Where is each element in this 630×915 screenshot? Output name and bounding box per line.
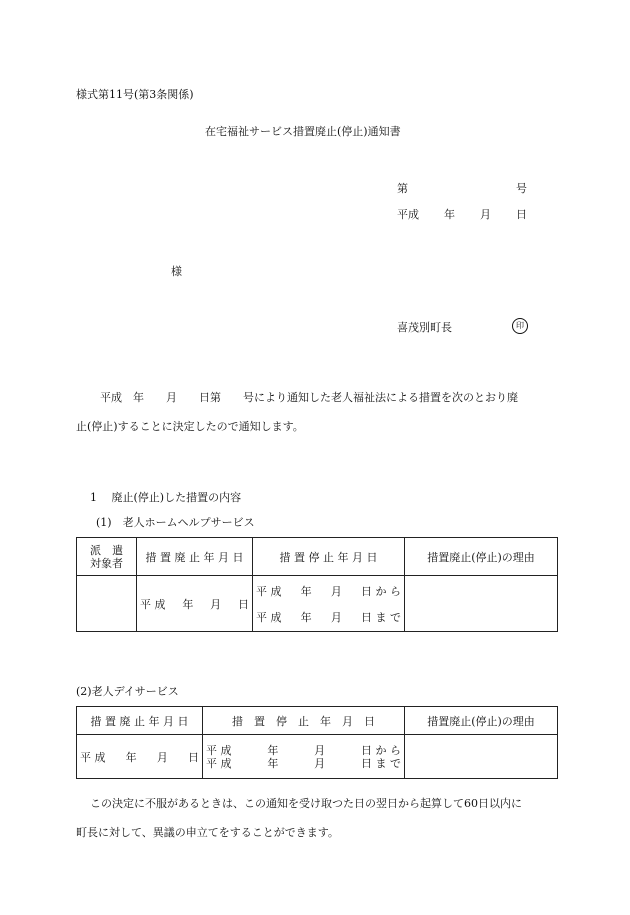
body-line-2: 止(停止)することに決定したので通知します。 bbox=[76, 420, 304, 433]
cell-reason bbox=[405, 576, 558, 632]
col-abolish-date: 措 置 廃 止 年 月 日 bbox=[137, 538, 253, 576]
cell-dispatch-target bbox=[77, 576, 137, 632]
footer-line-1: この決定に不服があるときは、この通知を受け取つた日の翌日から起算して60日以内に bbox=[90, 797, 522, 810]
cell-reason bbox=[405, 735, 558, 779]
doc-number-suffix: 号 bbox=[516, 182, 527, 195]
table-day-service bbox=[76, 706, 558, 779]
col-stop-date: 措 置 停 止 年 月 日 bbox=[203, 707, 405, 735]
col-reason: 措置廃止(停止)の理由 bbox=[405, 538, 558, 576]
footer-line-2: 町長に対して、異議の申立てをすることができます。 bbox=[76, 826, 339, 839]
form-number: 様式第11号(第3条関係) bbox=[76, 88, 194, 101]
doc-date-day: 日 bbox=[516, 208, 527, 221]
seal-mark bbox=[512, 318, 528, 334]
col-dispatch-target: 派 遣 対象者 bbox=[77, 538, 137, 576]
document-title: 在宅福祉サービス措置廃止(停止)通知書 bbox=[205, 125, 401, 138]
section1-heading: 1 廃止(停止)した措置の内容 bbox=[90, 491, 242, 504]
doc-date-month: 月 bbox=[480, 208, 491, 221]
col-reason: 措置廃止(停止)の理由 bbox=[405, 707, 558, 735]
doc-number-prefix: 第 bbox=[397, 182, 408, 195]
recipient-suffix: 様 bbox=[171, 265, 182, 278]
col-abolish-date: 措 置 廃 止 年 月 日 bbox=[77, 707, 203, 735]
table-home-help bbox=[76, 537, 558, 632]
section1-sub: (1) 老人ホームヘルプサービス bbox=[96, 516, 255, 529]
seal-icon: 印 bbox=[512, 318, 528, 334]
issuer-name: 喜茂別町長 bbox=[397, 321, 452, 334]
doc-date-era: 平成 bbox=[397, 208, 419, 221]
col-stop-date: 措 置 停 止 年 月 日 bbox=[253, 538, 405, 576]
document-number bbox=[397, 180, 527, 196]
cell-abolish-date: 平 成 年 月 日 bbox=[77, 735, 203, 779]
doc-date-year: 年 bbox=[444, 208, 455, 221]
document-date bbox=[397, 206, 527, 222]
section2-sub: (2)老人デイサービス bbox=[76, 685, 179, 698]
cell-stop-date: 平 成 年 月 日 か ら 平 成 年 月 日 ま で bbox=[253, 576, 405, 632]
body-line-1: 平成 年 月 日第 号により通知した老人福祉法による措置を次のとおり廃 bbox=[100, 391, 518, 404]
cell-stop-date: 平 成 年 月 日 か ら 平 成 年 月 日 ま で bbox=[203, 735, 405, 779]
cell-abolish-date: 平 成 年 月 日 bbox=[137, 576, 253, 632]
